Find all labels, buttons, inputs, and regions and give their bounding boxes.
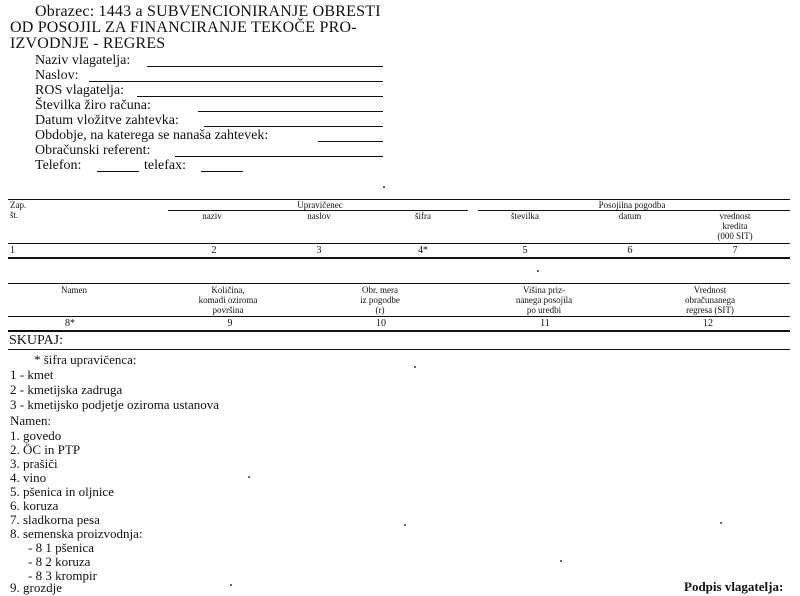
namen-item-1: 1. govedo (10, 428, 62, 443)
table1-col-sifra: šifra (415, 211, 431, 221)
table2-col-namen: Namen (61, 285, 87, 295)
field-telefax-label: telefax: (144, 158, 186, 173)
table1-upravicenec-header: Upravičenec (297, 200, 343, 210)
field-naziv-line[interactable] (147, 66, 383, 67)
namen-item-3: 3. prašiči (10, 456, 58, 471)
signature-label: Podpis vlagatelja: (684, 579, 784, 594)
field-telefon-line[interactable] (97, 171, 139, 172)
table2-col-kolicina-1: Količina, (211, 285, 245, 295)
table1-bottom-rule (8, 257, 790, 259)
table2-num-10: 10 (376, 318, 386, 329)
field-naziv-label: Naziv vlagatelja: (35, 53, 131, 68)
table2-col-kolicina-3: površina (212, 305, 244, 315)
sifra-item-1: 1 - kmet (10, 367, 54, 382)
namen-item-2: 2. ÖC in PTP (10, 442, 81, 457)
table2-col-obrmera-3: (r) (375, 305, 385, 315)
form-title-line-1: Obrazec: 1443 a SUBVENCIONIRANJE OBRESTI (35, 3, 381, 20)
table1-num-6: 6 (627, 245, 633, 256)
table1-top-rule (8, 199, 790, 200)
table2-col-visina-2: nanega posojila (515, 295, 573, 305)
table2-num-9: 9 (227, 318, 233, 329)
field-referent-line[interactable] (175, 156, 383, 157)
table1-col-vrednost-2: kredita (722, 221, 748, 231)
table2-col-visina-3: po uredbi (526, 305, 562, 315)
table1-st-label: št. (10, 210, 19, 220)
table1-col-stevilka: številka (511, 211, 539, 221)
field-telefax-line[interactable] (201, 171, 243, 172)
namen-item-5: 5. pšenica in oljnice (10, 484, 114, 499)
table1-col-naziv: naziv (202, 211, 222, 221)
form-title-line-3: IZVODNJE - REGRES (10, 35, 166, 52)
table2-col-kolicina-2: komadi oziroma (198, 295, 258, 305)
namen-item-6: 6. koruza (10, 498, 59, 513)
field-naslov-line[interactable] (89, 81, 383, 82)
namen-subitem-2: - 8 2 koruza (28, 554, 91, 569)
namen-heading: Namen: (10, 413, 52, 428)
field-ziro-line[interactable] (198, 111, 383, 112)
table2-col-obrmera-1: Obr. mera (362, 285, 398, 295)
field-datum-label: Datum vložitve zahtevka: (35, 113, 179, 128)
table2-num-12: 12 (703, 318, 713, 329)
table1-pogodba-header: Posojilna pogodba (598, 200, 666, 210)
table2-header-rule (8, 316, 790, 317)
namen-item-9: 9. grozdje (10, 580, 62, 595)
field-ros-label: ROS vlagatelja: (35, 83, 125, 98)
field-ziro-label: Številka žiro računa: (35, 98, 151, 113)
table1-num-2: 2 (211, 245, 217, 256)
table2-col-vrednost-2: obračunanega (685, 295, 735, 305)
namen-subitem-1: - 8 1 pšenica (28, 540, 95, 555)
scan-speck (383, 186, 385, 188)
field-telefon-label: Telefon: (35, 158, 82, 173)
table1-col-vrednost-3: (000 SIT) (717, 231, 753, 241)
table1-num-4: 4* (418, 245, 428, 256)
scan-speck (537, 270, 539, 272)
table1-col-vrednost-1: vrednost (719, 211, 751, 221)
table2-col-visina-1: Višina priz- (522, 285, 566, 295)
scan-speck (404, 524, 406, 526)
scan-speck (230, 584, 232, 586)
sifra-item-2: 2 - kmetijska zadruga (10, 382, 123, 397)
table2-num-11: 11 (540, 318, 550, 329)
table2-col-obrmera-2: iz pogodbe (360, 295, 400, 305)
form-title-line-2: OD POSOJIL ZA FINANCIRANJE TEKOČE PRO- (10, 19, 357, 36)
table2-col-vrednost-3: regresa (SIT) (686, 305, 734, 315)
table1-num-3: 3 (316, 245, 322, 256)
namen-subitem-3: - 8 3 krompir (28, 568, 97, 583)
namen-item-7: 7. sladkorna pesa (10, 512, 100, 527)
skupaj-label: SKUPAJ: (9, 333, 63, 348)
table1-num-5: 5 (522, 245, 528, 256)
field-datum-line[interactable] (204, 126, 383, 127)
scan-speck (560, 560, 562, 562)
scan-speck (414, 366, 416, 368)
field-naslov-label: Naslov: (35, 68, 79, 83)
sifra-item-3: 3 - kmetijsko podjetje oziroma ustanova (10, 397, 220, 412)
table1-col-datum: datum (618, 211, 642, 221)
table1-col-naslov: naslov (307, 211, 331, 221)
scan-speck (248, 476, 250, 478)
field-ros-line[interactable] (137, 96, 383, 97)
table1-num-7: 7 (732, 245, 738, 256)
namen-item-4: 4. vino (10, 470, 47, 485)
scan-speck (720, 522, 722, 524)
field-obdobje-line[interactable] (318, 141, 383, 142)
table1-num-1: 1 (10, 245, 15, 256)
table2-col-vrednost-1: Vrednost (693, 285, 727, 295)
table2-top-rule (8, 283, 790, 284)
field-referent-label: Obračunski referent: (35, 143, 151, 158)
table2-bottom-rule (8, 330, 790, 332)
table2-num-8: 8* (65, 318, 75, 329)
namen-item-8: 8. semenska proizvodnja: (10, 526, 143, 541)
table1-zap-label: Zap. (10, 200, 27, 210)
table1-header-rule (8, 243, 790, 244)
skupaj-rule (8, 349, 790, 350)
field-obdobje-label: Obdobje, na katerega se nanaša zahtevek: (35, 128, 269, 143)
sifra-heading: * šifra upravičenca: (34, 352, 137, 367)
